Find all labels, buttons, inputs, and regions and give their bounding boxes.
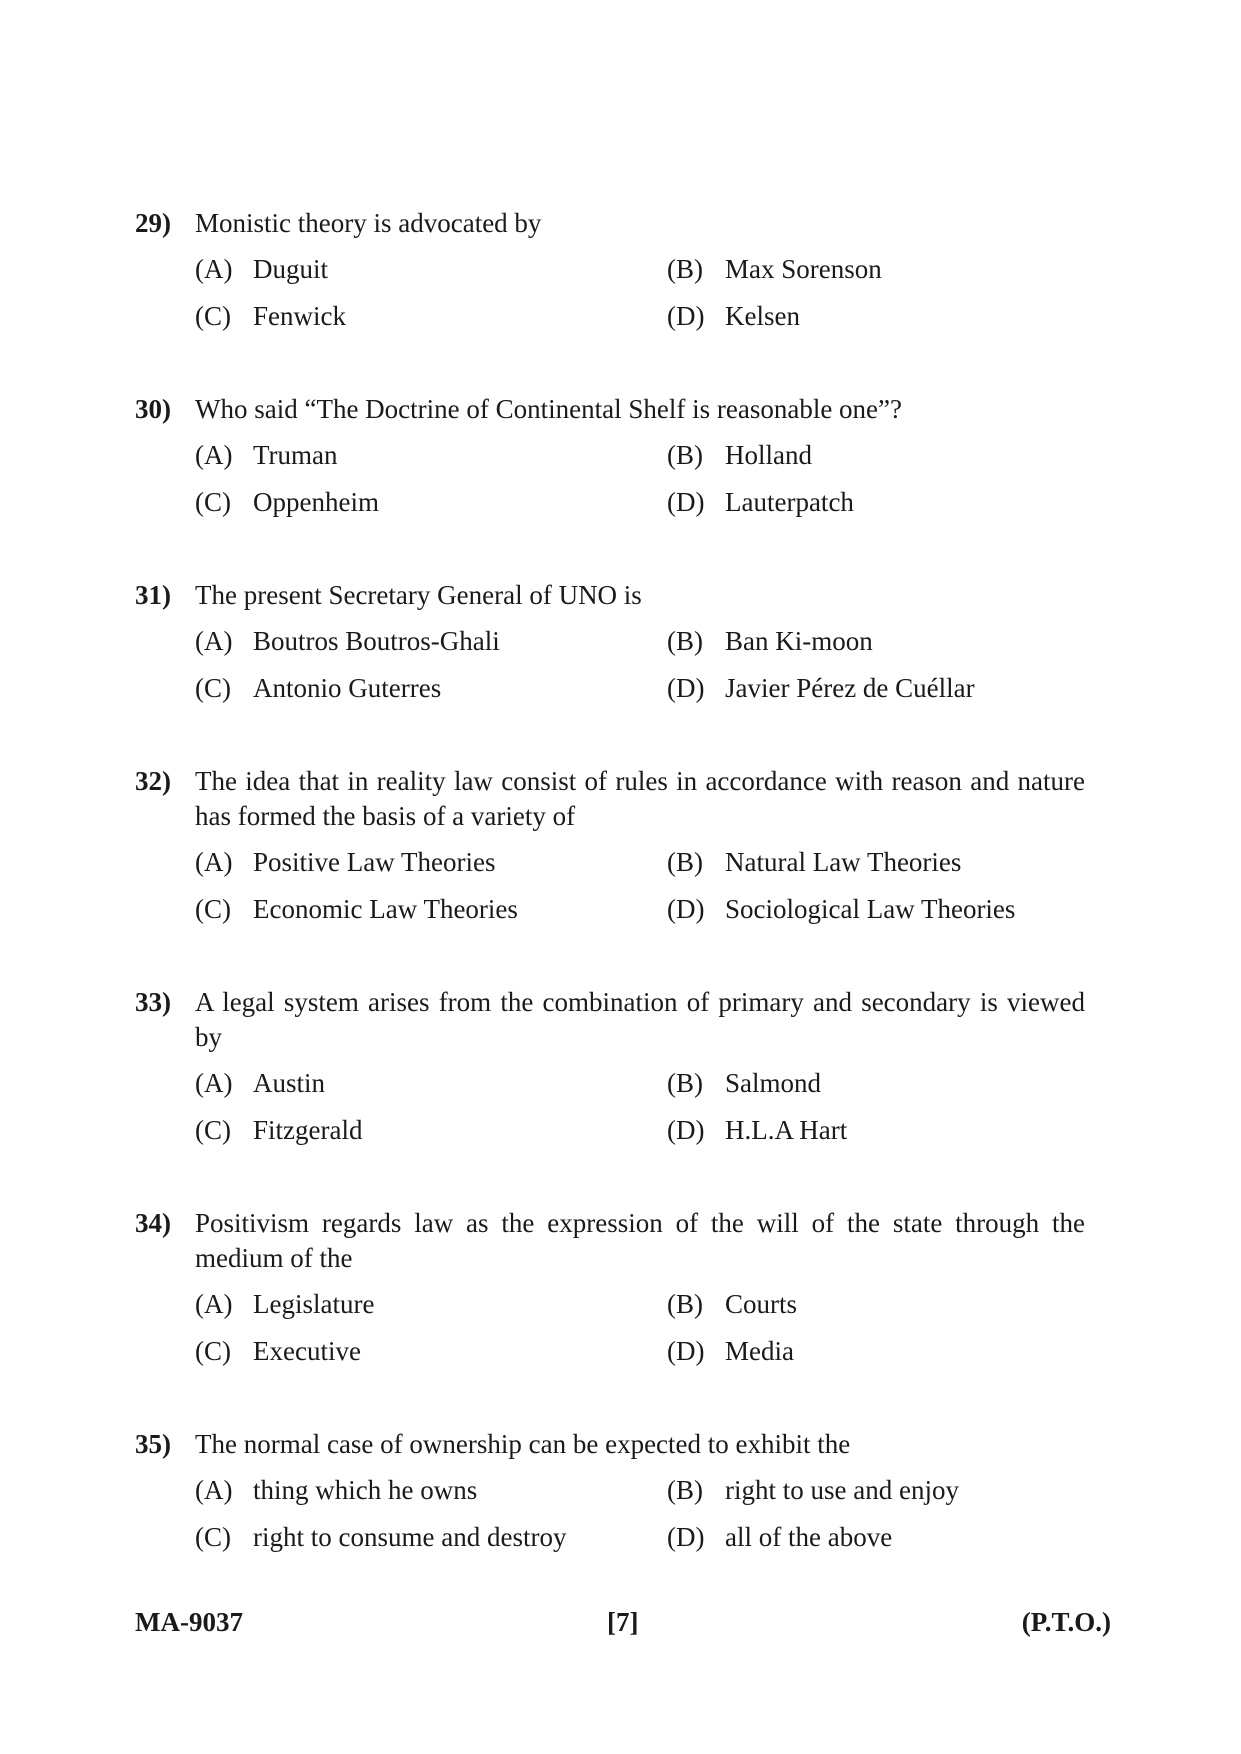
option-b: (B) right to use and enjoy: [667, 1475, 959, 1505]
question-text: Monistic theory is advocated by: [195, 208, 542, 238]
option-c: (C) Fitzgerald: [195, 1115, 363, 1145]
option-c: (C) Oppenheim: [195, 487, 379, 517]
option-d: (D) H.L.A Hart: [667, 1115, 848, 1145]
question-34: [135, 1206, 1085, 1369]
footer-paper-code: MA-9037: [135, 1607, 243, 1637]
question-text: The normal case of ownership can be expected to exhibit the: [195, 1429, 851, 1459]
question-number: 34): [135, 1208, 171, 1238]
question-text: A legal system arises from the combination of primary and secondary is viewed by: [195, 987, 1085, 1052]
option-d: (D) Lauterpatch: [667, 487, 854, 517]
option-c: (C) Executive: [195, 1336, 361, 1366]
option-c: (C) Fenwick: [195, 301, 346, 331]
option-d: (D) Kelsen: [667, 301, 800, 331]
question-31: [135, 578, 1085, 706]
question-text: The present Secretary General of UNO is: [195, 580, 642, 610]
option-a: (A) Truman: [195, 440, 338, 470]
footer-page-number: [7]: [607, 1607, 639, 1637]
option-d: (D) Media: [667, 1336, 794, 1366]
question-30: [135, 392, 1085, 520]
option-a: (A) Duguit: [195, 254, 329, 284]
question-number: 32): [135, 766, 171, 796]
option-d: (D) all of the above: [667, 1522, 893, 1552]
option-d: (D) Sociological Law Theories: [667, 894, 1016, 924]
option-c: (C) Economic Law Theories: [195, 894, 518, 924]
question-number: 35): [135, 1429, 171, 1459]
option-b: (B) Natural Law Theories: [667, 847, 962, 877]
option-d: (D) Javier Pérez de Cuéllar: [667, 673, 975, 703]
question-text: Positivism regards law as the expression of the will of the state through the medium of the: [195, 1208, 1085, 1273]
option-a: (A) Austin: [195, 1068, 326, 1098]
option-b: (B) Courts: [667, 1289, 798, 1319]
question-number: 33): [135, 987, 171, 1017]
question-29: [135, 206, 1085, 334]
option-b: (B) Ban Ki-moon: [667, 626, 873, 656]
footer-pto: (P.T.O.): [1021, 1607, 1111, 1637]
question-number: 30): [135, 394, 171, 424]
question-32: [135, 764, 1085, 927]
question-text: Who said “The Doctrine of Continental Shelf is reasonable one”?: [195, 394, 903, 424]
option-b: (B) Max Sorenson: [667, 254, 882, 284]
question-number: 31): [135, 580, 171, 610]
option-b: (B) Holland: [667, 440, 812, 470]
question-35: [135, 1427, 1085, 1555]
option-a: (A) Legislature: [195, 1289, 375, 1319]
option-a: (A) Positive Law Theories: [195, 847, 496, 877]
question-number: 29): [135, 208, 171, 238]
question-text: The idea that in reality law consist of rules in accordance with reason and nature has formed the basis of a variety of: [195, 766, 1085, 831]
option-a: (A) thing which he owns: [195, 1475, 478, 1505]
option-b: (B) Salmond: [667, 1068, 822, 1098]
option-a: (A) Boutros Boutros-Ghali: [195, 626, 500, 656]
option-c: (C) Antonio Guterres: [195, 673, 442, 703]
question-33: [135, 985, 1085, 1148]
option-c: (C) right to consume and destroy: [195, 1522, 567, 1552]
